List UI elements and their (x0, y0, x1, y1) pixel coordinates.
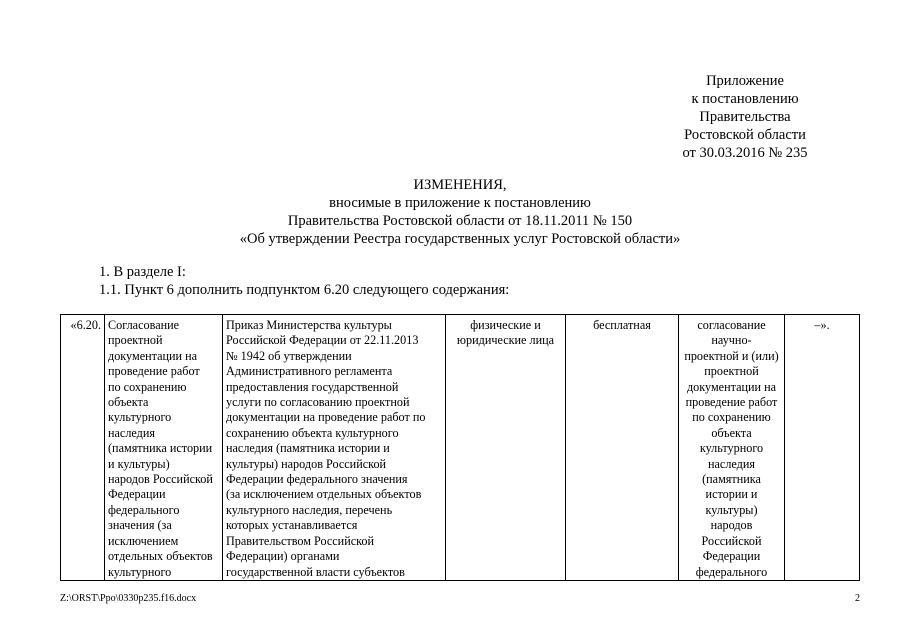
document-heading (60, 176, 860, 248)
cell-line: проектной (704, 364, 759, 379)
cell-service-name (105, 315, 223, 581)
cell-legal-basis (223, 315, 446, 581)
appendix-line: от 30.03.2016 № 235 (682, 145, 808, 161)
cell-line: документации на проведение работ по (226, 410, 426, 425)
cell-line: (памятника (702, 472, 761, 487)
cell-number-text: «6.20. (70, 318, 101, 332)
cell-line: бесплатная (593, 318, 651, 332)
footer-page-number: 2 (855, 593, 860, 604)
section-line: 1. В разделе I: (99, 264, 186, 280)
cell-line: документации на (686, 379, 777, 394)
cell-line: Российской Федерации от 22.11.2013 (226, 333, 419, 348)
cell-line: отдельных объектов (108, 549, 213, 564)
table-row (61, 315, 860, 581)
cell-line: предоставления государственной (226, 379, 399, 394)
cell-line: проведение работ (685, 395, 778, 410)
heading-line: «Об утверждении Реестра государственных услуг Ростовской области» (239, 231, 681, 247)
cell-line: юридические лица (456, 333, 555, 348)
cell-line: проведение работ (108, 364, 200, 379)
heading-line: Правительства Ростовской области от 18.11.2011 № 150 (287, 213, 633, 229)
point-line: 1.1. Пункт 6 дополнить подпунктом 6.20 следующего содержания: (99, 282, 510, 298)
cell-line: народов (710, 518, 753, 533)
cell-payment (566, 315, 679, 581)
cell-line: документации на (108, 348, 198, 363)
cell-line: по сохранению (108, 379, 187, 394)
cell-line: –». (814, 318, 830, 332)
appendix-line: к постановлению (691, 91, 799, 107)
cell-line: сохранению объекта культурного (226, 425, 399, 440)
cell-line: (за исключением отдельных объектов (226, 487, 422, 502)
cell-line: Российской (701, 533, 762, 548)
cell-line: культурного наследия, перечень (226, 502, 393, 517)
cell-line: Правительством Российской (226, 533, 375, 548)
appendix-block (640, 72, 850, 162)
footer-file-path: Z:\ORST\Ppo\0330p235.f16.docx (60, 593, 197, 604)
cell-line: наследия (108, 425, 156, 440)
cell-line: объекта (711, 425, 752, 440)
cell-line: наследия (памятника истории и (226, 441, 390, 456)
cell-line: № 1942 об утверждении (226, 348, 352, 363)
cell-line: культуры) народов Российской (226, 456, 387, 471)
cell-line: по сохранению (692, 410, 771, 425)
cell-line: Федерации федерального значения (226, 472, 408, 487)
cell-line: которых устанавливается (226, 518, 358, 533)
cell-line: федерального (108, 502, 180, 517)
cell-line: Федерации) органами (226, 549, 340, 564)
intro-text (99, 263, 859, 299)
cell-line: услуги по согласованию проектной (226, 395, 410, 410)
cell-line: Согласование (108, 318, 180, 332)
cell-line: проектной (108, 333, 163, 348)
cell-line: государственной власти субъектов (226, 564, 405, 579)
changes-table (60, 314, 860, 581)
cell-line: Приказ Министерства культуры (226, 318, 392, 332)
appendix-line: Ростовской области (684, 127, 806, 143)
cell-line: научно- (711, 333, 752, 348)
cell-line: наследия (707, 456, 755, 471)
cell-line: культурного (108, 564, 172, 579)
cell-line: федерального (695, 564, 768, 579)
cell-line: исключением (108, 533, 179, 548)
cell-line: значения (за (108, 518, 172, 533)
cell-line: Федерации (108, 487, 166, 502)
cell-line: истории и (705, 487, 758, 502)
cell-line: народов Российской (108, 472, 213, 487)
appendix-line: Приложение (706, 73, 784, 89)
cell-line: объекта (108, 395, 149, 410)
cell-line: проектной и (или) (684, 348, 779, 363)
cell-line: культурного (699, 441, 764, 456)
appendix-line: Правительства (699, 109, 791, 125)
cell-line: физические и (470, 318, 541, 332)
cell-result (679, 315, 785, 581)
cell-line: культуры) (705, 502, 758, 517)
cell-note (785, 315, 860, 581)
cell-line: (памятника истории (108, 441, 213, 456)
cell-recipients (446, 315, 566, 581)
document-title: ИЗМЕНЕНИЯ, (413, 177, 507, 193)
cell-number (61, 315, 105, 581)
cell-line: и культуры) (108, 456, 170, 471)
cell-line: Федерации (702, 549, 761, 564)
heading-line: вносимые в приложение к постановлению (329, 195, 591, 211)
cell-line: согласование (697, 318, 766, 332)
cell-line: культурного (108, 410, 172, 425)
cell-line: Административного регламента (226, 364, 393, 379)
